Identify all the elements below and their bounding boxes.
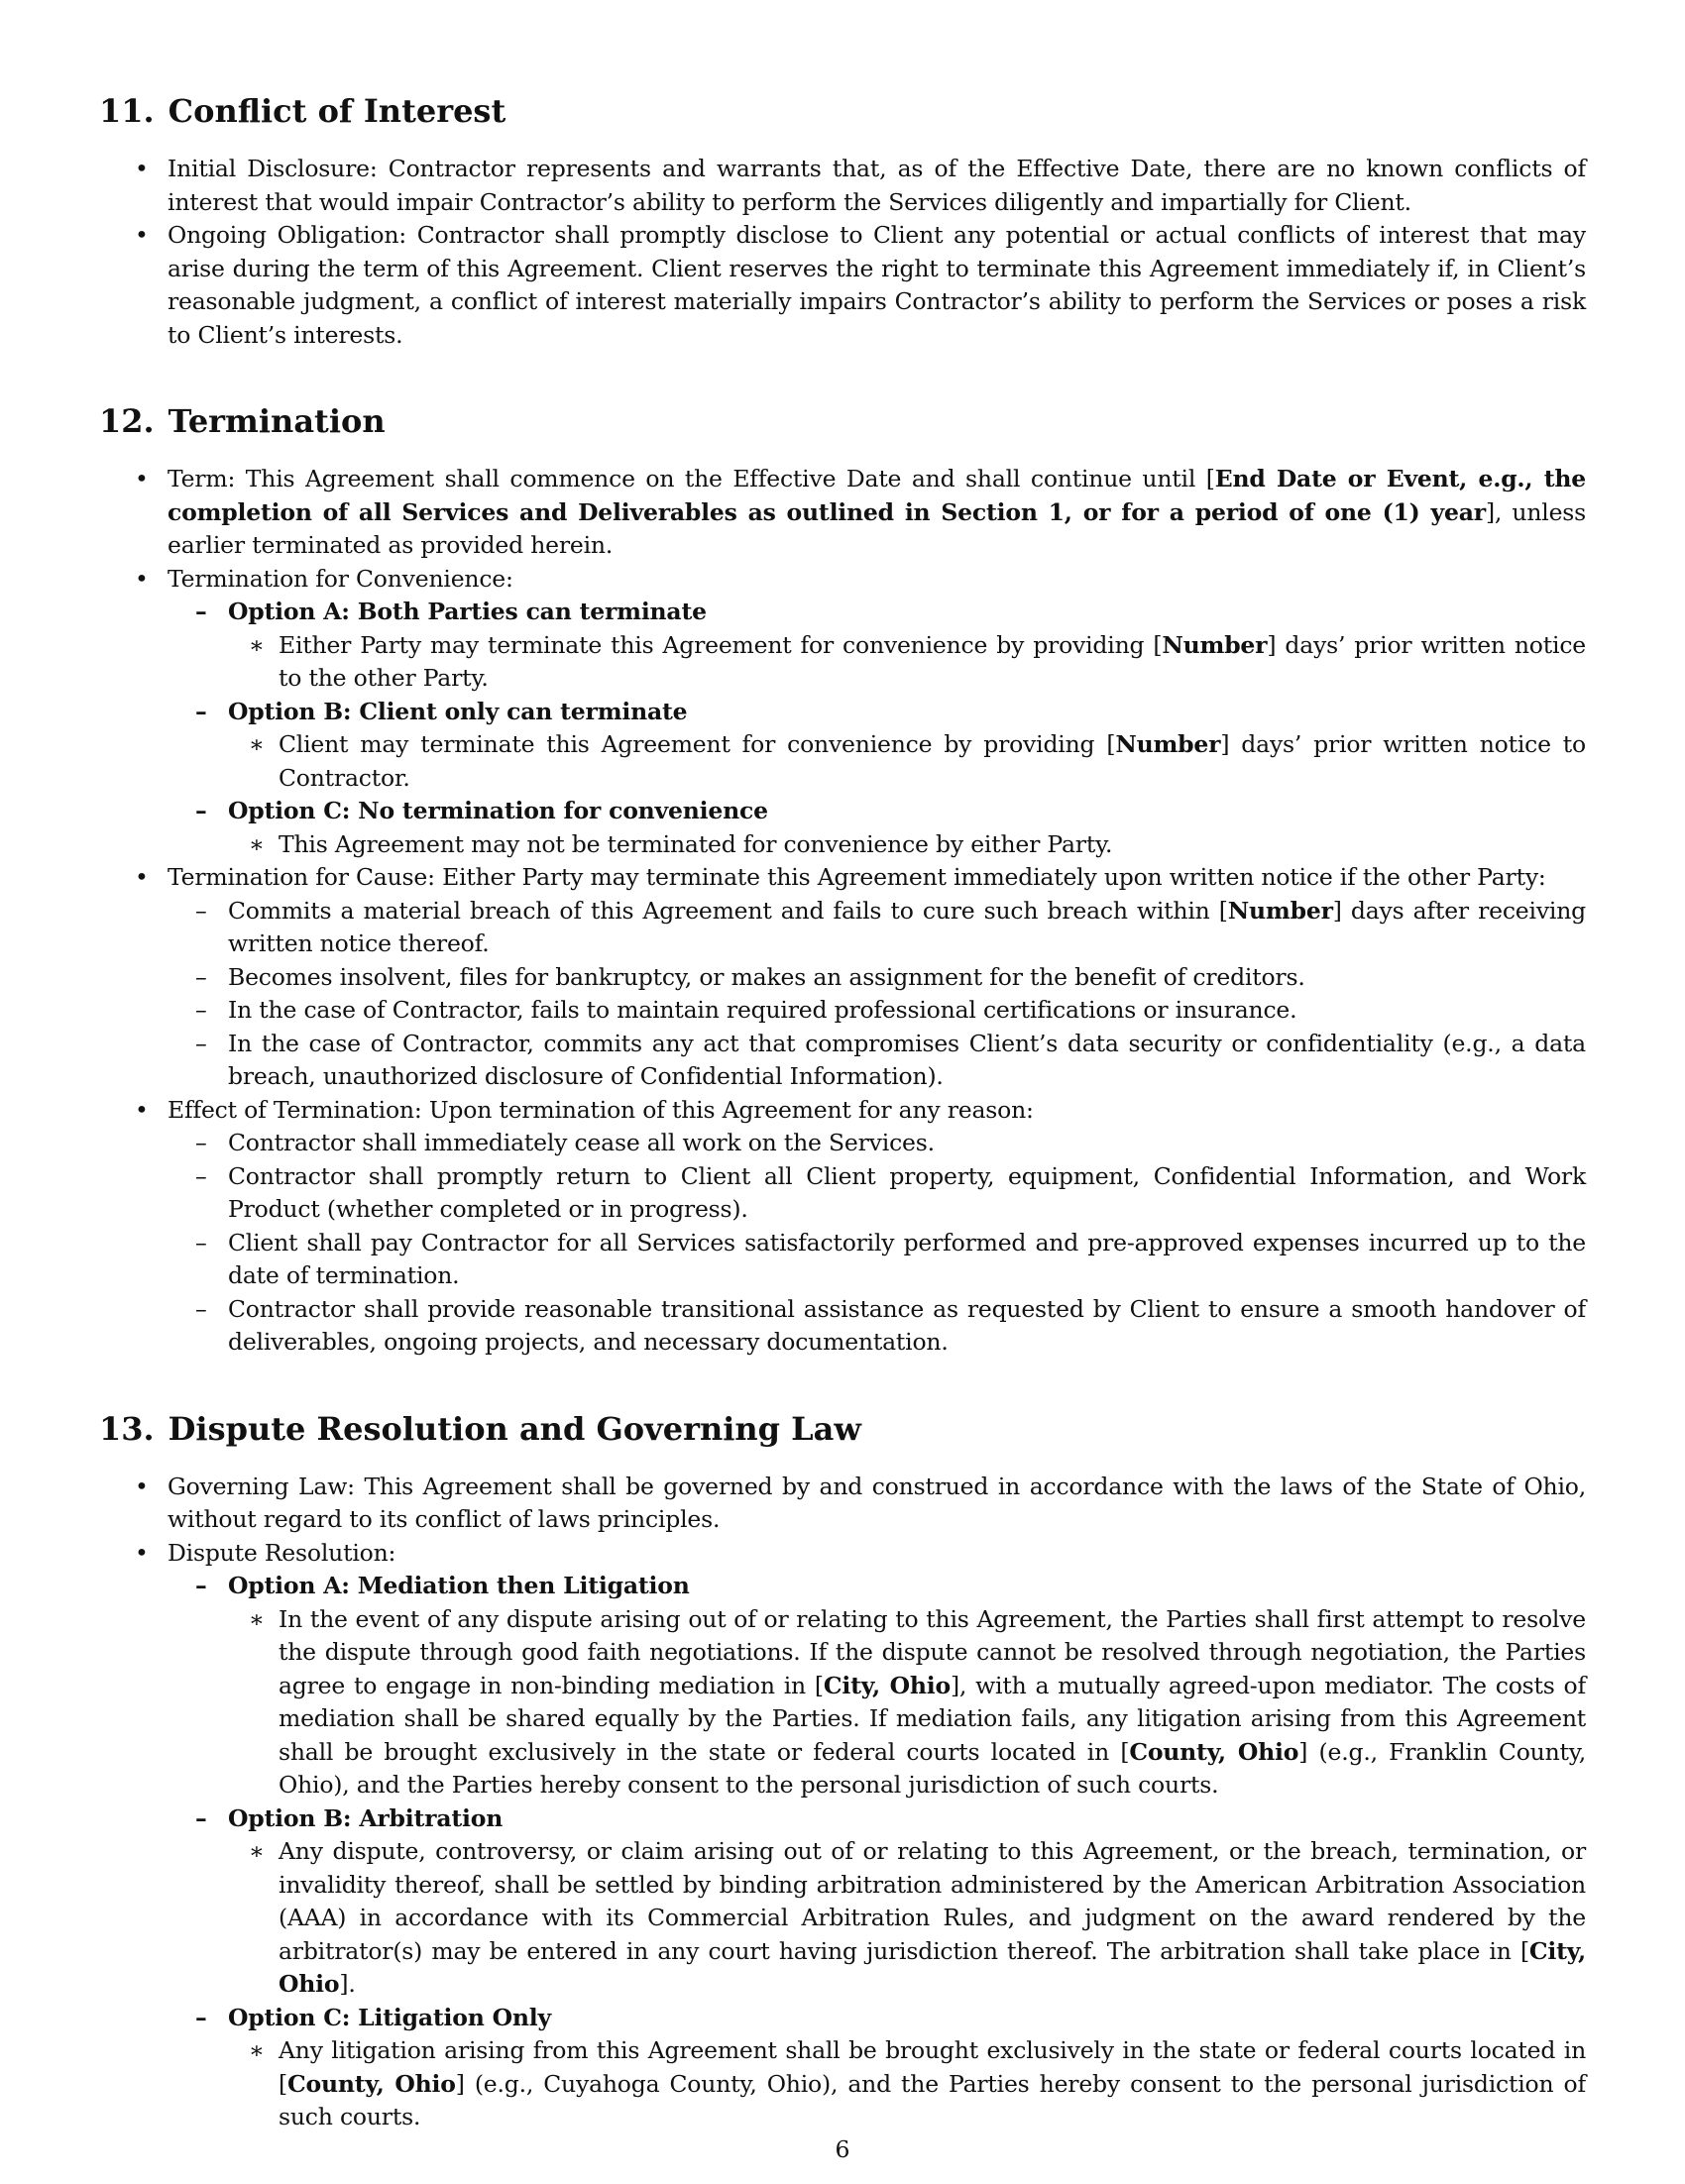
- section-termination: [99, 401, 1586, 1360]
- item-text: Termination for Cause: Either Party may terminate this Agreement immediately upon written notice if the other Party:: [168, 863, 1546, 891]
- section-heading: [99, 91, 1586, 131]
- list-item: [99, 1127, 1586, 1160]
- star-marker: ∗: [249, 1837, 265, 1865]
- item-text: Term: This Agreement shall commence on the Effective Date and shall continue until [: [168, 465, 1215, 492]
- list-item: [99, 861, 1586, 895]
- list-item: [99, 961, 1586, 995]
- list-item: [99, 895, 1586, 961]
- item-text: ] days’ prior written notice to Contractor.: [279, 730, 1586, 792]
- item-text: ].: [339, 1970, 356, 1998]
- section-title: Termination: [168, 402, 386, 440]
- option-title: Option B: Client only can terminate: [228, 697, 688, 725]
- item-text: ], with a mutually agreed-upon mediator. The costs of mediation shall be shared equally by the Parties. If mediation fails, any litigation arising from this Agreement shall be brought exclusively in the state or federal courts located in [: [279, 1671, 1587, 1766]
- star-marker: ∗: [249, 630, 265, 659]
- list-item: [99, 1537, 1586, 1571]
- list-item: [99, 153, 1586, 219]
- dash-marker: –: [195, 962, 207, 991]
- item-text: Either Party may terminate this Agreement for convenience by providing [: [279, 630, 1163, 659]
- item-text: ], unless earlier terminated as provided herein.: [168, 497, 1587, 559]
- star-marker: ∗: [249, 1604, 265, 1633]
- bullet-marker: •: [135, 1538, 149, 1567]
- list-item: [99, 828, 1586, 862]
- bullet-marker: •: [135, 564, 149, 593]
- placeholder-field: County, Ohio: [1129, 1737, 1299, 1766]
- item-text: This Agreement may not be terminated for convenience by either Party.: [279, 829, 1113, 858]
- dash-marker: –: [195, 1228, 207, 1256]
- bullet-list: [99, 1471, 1586, 2134]
- placeholder-field: Number: [1162, 630, 1268, 659]
- item-text: Dispute Resolution:: [168, 1538, 396, 1567]
- section-number: 12.: [99, 402, 155, 440]
- bullet-marker: •: [135, 1095, 149, 1124]
- item-text: Any dispute, controversy, or claim arising out of or relating to this Agreement, or the breach, termination, or invalidity thereof, shall be settled by binding arbitration administered by the American Arbitration Association (AAA) in accordance with its Commercial Arbitration Rules, and judgment on the award rendered by the arbitrator(s) may be entered in any court having jurisdiction thereof. The arbitration shall take place in [: [279, 1837, 1586, 1965]
- placeholder-field: Number: [1115, 730, 1221, 758]
- list-item: [99, 1471, 1586, 1537]
- bullet-list: [99, 153, 1586, 352]
- dash-marker: –: [195, 1161, 207, 1190]
- item-text: ] days after receiving written notice thereof.: [228, 896, 1586, 957]
- star-marker: ∗: [249, 730, 265, 758]
- section-title: Conflict of Interest: [168, 92, 506, 130]
- dash-marker: –: [195, 2003, 207, 2031]
- item-text: ] (e.g., Franklin County, Ohio), and the Parties hereby consent to the personal jurisdiction of such courts.: [279, 1737, 1586, 1799]
- dash-marker: –: [195, 1294, 207, 1323]
- dash-marker: –: [195, 996, 207, 1024]
- list-item: [99, 629, 1586, 696]
- item-text: Governing Law: This Agreement shall be governed by and construed in accordance with the laws of the State of Ohio, without regard to its conflict of laws principles.: [168, 1472, 1586, 1533]
- item-text: In the case of Contractor, commits any act that compromises Client’s data security or confidentiality (e.g., a data breach, unauthorized disclosure of Confidential Information).: [228, 1029, 1586, 1090]
- dash-marker: –: [195, 797, 207, 824]
- bullet-marker: •: [135, 465, 149, 492]
- option-title: Option A: Both Parties can terminate: [228, 598, 707, 625]
- list-item: [99, 563, 1586, 597]
- list-item: [99, 1227, 1586, 1293]
- item-text: ] (e.g., Cuyahoga County, Ohio), and the Parties hereby consent to the personal jurisdiction of such courts.: [279, 2069, 1586, 2130]
- option-title: Option A: Mediation then Litigation: [228, 1572, 690, 1599]
- item-text: Commits a material breach of this Agreement and fails to cure such breach within [: [228, 896, 1228, 925]
- section-dispute-resolution: [99, 1409, 1586, 2134]
- bullet-list: [99, 463, 1586, 1360]
- bullet-marker: •: [135, 1472, 149, 1500]
- placeholder-field: End Date or Event, e.g., the completion of all Services and Deliverables as outlined in Section 1, or for a period of one (1) year: [168, 465, 1586, 526]
- list-item: [99, 1603, 1586, 1802]
- list-item: [99, 1160, 1586, 1227]
- placeholder-field: City, Ohio: [823, 1671, 951, 1699]
- bullet-marker: •: [135, 863, 149, 891]
- item-text: Client may terminate this Agreement for convenience by providing [: [279, 730, 1116, 758]
- item-text: In the case of Contractor, fails to maintain required professional certifications or insurance.: [228, 996, 1297, 1024]
- option-title: Option C: Litigation Only: [228, 2003, 551, 2031]
- dash-marker: –: [195, 1572, 207, 1599]
- option-heading: [99, 596, 1586, 629]
- list-item: [99, 994, 1586, 1028]
- section-heading: [99, 401, 1586, 441]
- option-heading: [99, 696, 1586, 729]
- item-text: Contractor shall promptly return to Client all Client property, equipment, Confidential Information, and Work Product (whether completed or in progress).: [228, 1161, 1586, 1223]
- section-number: 11.: [99, 92, 155, 130]
- page-number: 6: [835, 2135, 850, 2163]
- list-item: [99, 1835, 1586, 2002]
- section-number: 13.: [99, 1409, 155, 1448]
- list-item: [99, 463, 1586, 563]
- option-heading: [99, 795, 1586, 828]
- dash-marker: –: [195, 1129, 207, 1156]
- item-text: Contractor shall provide reasonable transitional assistance as requested by Client to ensure a smooth handover of deliverables, ongoing projects, and necessary documentation.: [228, 1294, 1586, 1356]
- section-heading: [99, 1409, 1586, 1449]
- placeholder-field: City, Ohio: [279, 1936, 1586, 1998]
- star-marker: ∗: [249, 829, 265, 858]
- item-text: In the event of any dispute arising out of or relating to this Agreement, the Parties shall first attempt to resolve the dispute through good faith negotiations. If the dispute cannot be resolved through negotiation, the Parties agree to engage in non-binding mediation in [: [279, 1604, 1586, 1699]
- dash-marker: –: [195, 1803, 207, 1832]
- item-text: Becomes insolvent, files for bankruptcy, or makes an assignment for the benefit of creditors.: [228, 962, 1305, 991]
- star-marker: ∗: [249, 2036, 265, 2064]
- section-title: Dispute Resolution and Governing Law: [168, 1409, 861, 1448]
- document-page: [99, 91, 1586, 2184]
- item-text: Ongoing Obligation: Contractor shall promptly disclose to Client any potential or actual conflicts of interest that may arise during the term of this Agreement. Client reserves the right to terminate this Agreement immediately if, in Client’s reasonable judgment, a conflict of interest materially impairs Contractor’s ability to perform the Services or poses a risk to Client’s interests.: [168, 221, 1586, 349]
- item-text: Initial Disclosure: Contractor represents and warrants that, as of the Effective Date, there are no known conflicts of interest that would impair Contractor’s ability to perform the Services diligently and impartially for Client.: [168, 155, 1586, 216]
- option-heading: [99, 1570, 1586, 1603]
- list-item: [99, 1028, 1586, 1094]
- option-title: Option B: Arbitration: [228, 1803, 504, 1832]
- dash-marker: –: [195, 598, 207, 625]
- list-item: [99, 219, 1586, 352]
- option-title: Option C: No termination for convenience: [228, 797, 768, 824]
- section-conflict-of-interest: [99, 91, 1586, 352]
- item-text: ] days’ prior written notice to the other Party.: [279, 630, 1586, 692]
- list-item: [99, 1094, 1586, 1128]
- option-heading: [99, 2002, 1586, 2035]
- bullet-marker: •: [135, 221, 149, 249]
- list-item: [99, 2034, 1586, 2134]
- dash-marker: –: [195, 697, 207, 725]
- item-text: Any litigation arising from this Agreement shall be brought exclusively in the state or federal courts located in [: [279, 2036, 1586, 2098]
- option-heading: [99, 1802, 1586, 1836]
- item-text: Termination for Convenience:: [168, 564, 513, 593]
- list-item: [99, 728, 1586, 795]
- placeholder-field: Number: [1227, 896, 1333, 925]
- item-text: Client shall pay Contractor for all Services satisfactorily performed and pre-approved expenses incurred up to the date of termination.: [228, 1228, 1586, 1289]
- placeholder-field: County, Ohio: [286, 2069, 456, 2098]
- item-text: Effect of Termination: Upon termination of this Agreement for any reason:: [168, 1095, 1034, 1124]
- dash-marker: –: [195, 1029, 207, 1057]
- item-text: Contractor shall immediately cease all work on the Services.: [228, 1129, 935, 1156]
- bullet-marker: •: [135, 155, 149, 182]
- dash-marker: –: [195, 896, 207, 925]
- list-item: [99, 1293, 1586, 1360]
